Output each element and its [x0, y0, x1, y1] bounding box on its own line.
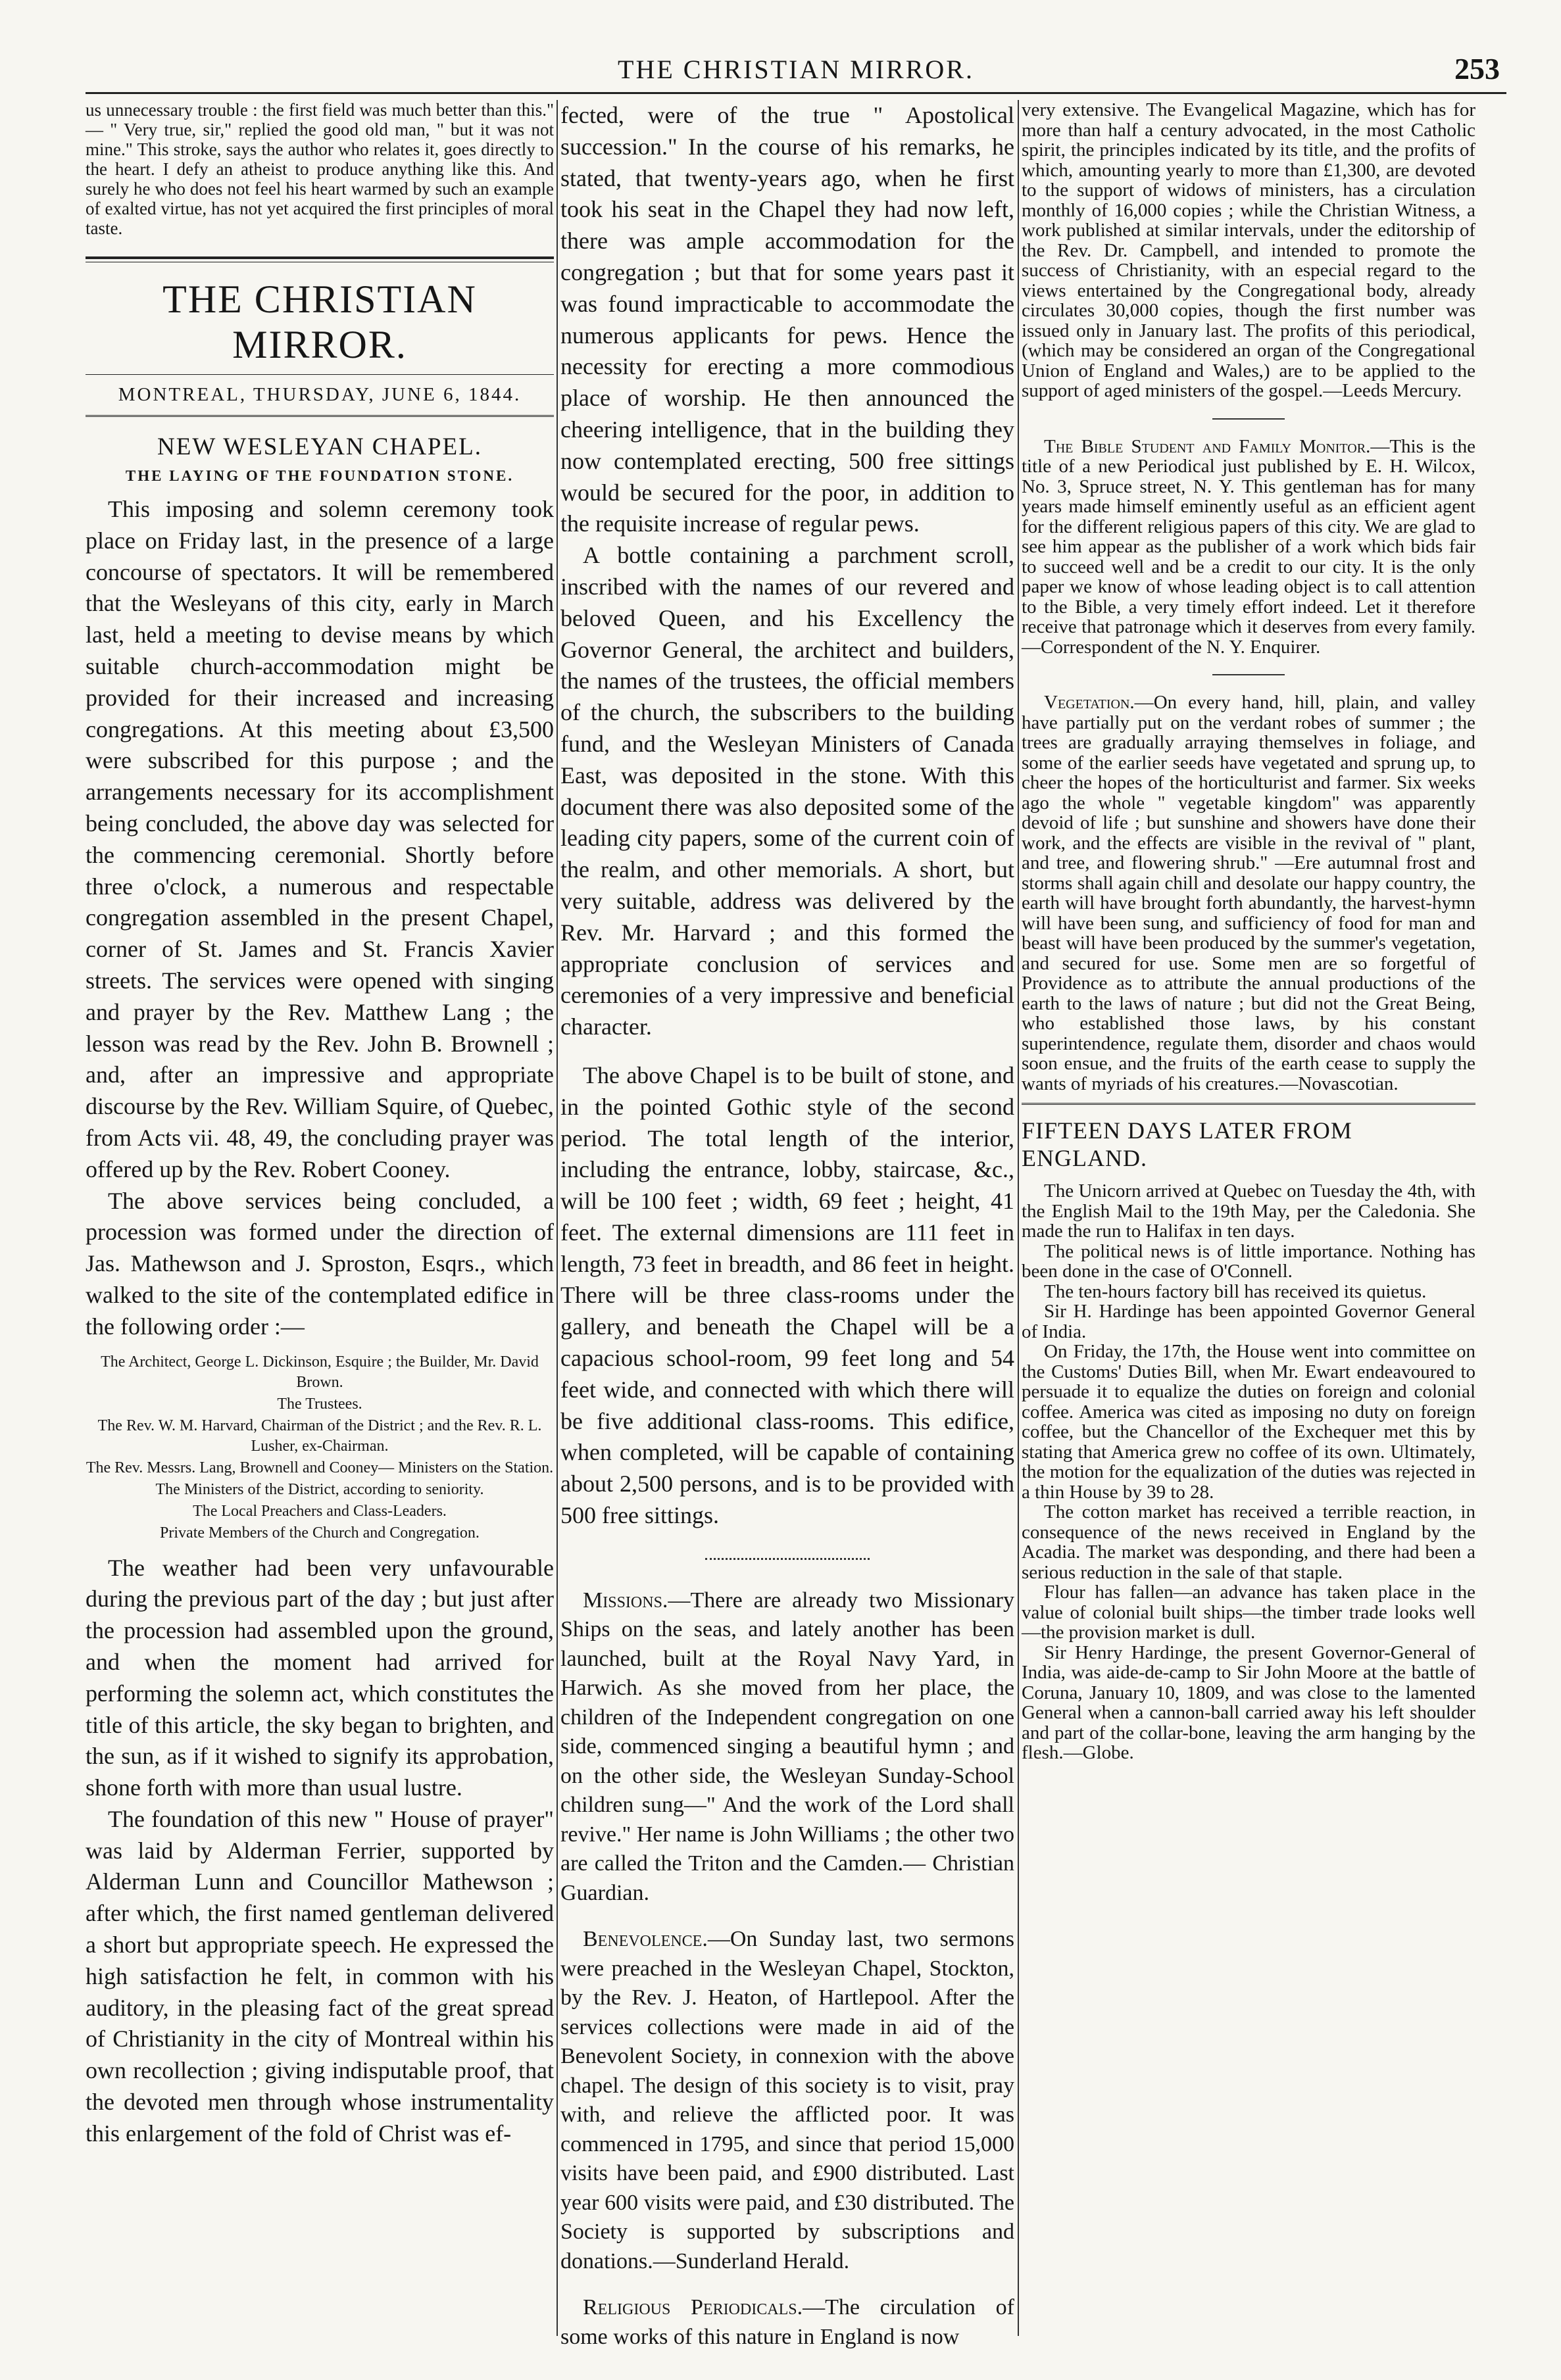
dateline: MONTREAL, THURSDAY, JUNE 6, 1844. — [86, 374, 554, 417]
column-divider — [557, 100, 558, 2336]
column-2 — [560, 100, 1014, 2349]
article-paragraph: This imposing and solemn ceremony took place on Friday last, in the presence of a large concourse of spectators. It will be remembered that the Wesleyans of this city, early in March last, held a meeting to devise means by which suitable church-accommodation might be provided for their increased and increasing congregations. At this meeting about £3,500 were subscribed for this purpose ; and the arrangements necessary for its accomplishment being concluded, the above day was selected for the commencing ceremonial. Shortly before three o'clock, a numerous and respectable congregation assembled in the present Chapel, corner of St. James and St. Francis Xavier streets. The services were opened with singing and prayer by the Rev. Matthew Lang ; the lesson was read by the Rev. John B. Brownell ; and, after an impressive and appropriate discourse by the Rev. William Squire, of Quebec, from Acts vii. 48, 49, the concluding prayer was offered up by the Rev. Robert Cooney. — [86, 496, 554, 1182]
religious-periodicals-item — [560, 2293, 1014, 2352]
column-divider — [1018, 100, 1019, 2336]
missions-text: There are already two Missionary Ships on the seas, and lately another has been launched, built at the Royal Navy Yard, in Harwich. As she moved from her place, the children of the Independent congregation on one side, commenced singing a beautiful hymn ; and on the other side, the Wesleyan Sunday-School children sung—" And the work of the Lord shall revive." Her name is John Williams ; the other two are called the Triton and the Camden.— Christian Guardian. — [560, 1588, 1014, 1905]
prev-article-text: us unnecessary trouble : the first field was much better than this." — " Very true, sir," replied the good old man, " but it was not mine." This stroke, says the author who relates it, goes directly to the heart. I defy an atheist to produce anything like this. And surely he who does not feel his heart warmed by such an example of exalted virtue, has not yet acquired the first principles of moral taste. — [86, 100, 554, 238]
section-divider — [705, 1558, 870, 1560]
procession-item: The Ministers of the District, according to seniority. — [155, 1480, 484, 1498]
vegetation-item — [1022, 692, 1475, 1094]
article-subhead: THE LAYING OF THE FOUNDATION STONE. — [125, 468, 514, 484]
article-headline: NEW WESLEYAN CHAPEL. — [157, 433, 482, 460]
procession-item: The Rev. W. M. Harvard, Chairman of the District ; and the Rev. R. L. Lusher, ex-Chairman. — [97, 1417, 542, 1455]
vegetation-lead: Vegetation.— — [1044, 692, 1154, 713]
article-paragraph: very extensive. The Evangelical Magazine, which has for more than half a century advocated, in the most Catholic spirit, the principles indicated by its title, and the profits of which, amounting yearly to more than £1,300, are devoted to the support of widows of ministers, has a circulation monthly of 16,000 copies ; while the Christian Witness, a work published at similar intervals, under the editorship of the Rev. Dr. Campbell, and intended to promote the success of Christianity, with an especial regard to the views entertained by the Congregational body, already circulates 30,000 copies, though the first number was issued only in January last. The profits of this periodical, (which may be considered an organ of the Congregational Union of England and Wales,) are to be applied to the support of aged ministers of the gospel.—Leeds Mercury. — [1022, 99, 1475, 401]
procession-item: The Architect, George L. Dickinson, Esquire ; the Builder, Mr. David Brown. — [101, 1353, 539, 1391]
spacer — [560, 1043, 1014, 1060]
bible-student-lead: The Bible Student and Family Monitor. — [1044, 435, 1371, 457]
spacer — [560, 2276, 1014, 2293]
article-paragraph: The above Chapel is to be built of stone, and in the pointed Gothic style of the second period. The total length of the interior, including the entrance, lobby, staircase, &c., will be 100 feet ; width, 69 feet ; height, 41 feet. The external dimensions are 111 feet in length, 73 feet in breadth, and 86 feet in height. There will be three class-rooms under the gallery, and beneath the Chapel will be a capacious school-room, 99 feet long and 54 feet wide, and connected with which there will be five additional class-rooms. This edifice, when completed, will be capable of containing about 2,500 persons, and is to be provided with 500 free sittings. — [560, 1061, 1014, 1529]
benevolence-lead: Benevolence.— — [583, 1927, 730, 1952]
news-paragraph: On Friday, the 17th, the House went into committee on the Customs' Duties Bill, when Mr. Ewart endeavoured to persuade it to equalize the duties on foreign and colonial coffee. America was cited as imposing no duty on foreign coffee, but the Chancellor of the Exchequer met this by stating that America grew no coffee of its own. Ultimately, the motion for the equalization of the duties was rejected in a thin House by 39 to 28. — [1022, 1341, 1475, 1503]
news-paragraph: Flour has fallen—an advance has taken place in the value of colonial built ships—the timber trade looks well—the provision market is dull. — [1022, 1582, 1475, 1643]
procession-item: The Local Preachers and Class-Leaders. — [193, 1502, 447, 1520]
procession-item: Private Members of the Church and Congregation. — [160, 1524, 480, 1542]
article-paragraph: The above services being concluded, a procession was formed under the direction of Jas. Mathewson and J. Sproston, Esqrs., which walked to the site of the contemplated edifice in the following order :— — [86, 1187, 554, 1340]
running-head — [92, 51, 1500, 91]
news-paragraph: The political news is of little importance. Nothing has been done in the case of O'Connell. — [1022, 1240, 1475, 1282]
column-3 — [1022, 100, 1475, 2336]
article-paragraph: fected, were of the true " Apostolical succession." In the course of his remarks, he stated, that twenty-years ago, when he first took his seat in the Chapel they had now left, there was ample accommodation for the congregation ; but that for some years past it was found impracticable to accommodate the numerous applicants for pews. Hence the necessity for erecting a more commodious place of worship. He then announced the cheering intelligence, that in the building they now contemplated erecting, 500 free sittings would be secured for the poor, in addition to the requisite increase of regular pews. — [560, 102, 1014, 537]
section-divider — [1212, 418, 1285, 420]
religious-lead: Religious Periodicals.— — [583, 2295, 826, 2320]
section-divider — [1212, 674, 1285, 675]
procession-list — [86, 1352, 554, 1543]
header-rule — [86, 92, 1506, 94]
missions-item — [560, 1586, 1014, 1908]
article-paragraph: A bottle containing a parchment scroll, inscribed with the names of our revered and beloved Queen, and his Excellency the Governor General, the architect and builders, the names of the trustees, the official members of the church, the subscribers to the building fund, and the Wesleyan Ministers of Canada East, was deposited in the stone. With this document there was also deposited some of the leading city papers, some of the current coin of the realm, and other memorials. A short, but very suitable, address was delivered by the Rev. Mr. Harvard ; and this formed the appropriate conclusion of services and ceremonies of a very impressive and beneficial character. — [560, 542, 1014, 1040]
benevolence-text: On Sunday last, two sermons were preached in the Wesleyan Chapel, Stockton, by the Rev. J. Heaton, of Hartlepool. After the services collections were made in aid of the Benevolent Society, in connexion with the above chapel. The design of this society is to visit, pray with, and relieve the afflicted poor. It was commenced in 1795, and since that period 15,000 visits have been paid, and £900 distributed. Last year 600 visits were paid, and £30 distributed. The Society is supported by subscriptions and donations.—Sunderland Herald. — [560, 1927, 1014, 2273]
vegetation-text: On every hand, hill, plain, and valley have partially put on the verdant robes of summer ; the trees are gradually arraying themselves in foliage, and some of the earlier seeds have vegetated and sprung up, to cheer the hopes of the horticulturist and farmer. Six weeks ago the whole " vegetable kingdom" was apparently devoid of life ; but sunshine and showers have done their work, and the effects are visible in the revival of " plant, and tree, and flowering shrub." —Ere autumnal frost and storms shall again chill and desolate our happy country, the earth will have brought forth abundantly, the harvest-hymn will have been sung, and sufficiency of food for man and beast will have been produced by the summer's vegetation, and secured for use. Some men are so forgetful of Providence as to attribute the annual productions of the earth to the laws of nature ; but did not the Great Being, who established those laws, by his constant superintendence, regulate them, disorder and chaos would soon ensue, and the fruits of the earth cease to supply the wants of myriads of his creatures.—Novascotian. — [1022, 692, 1475, 1094]
running-title: THE CHRISTIAN MIRROR. — [618, 55, 974, 84]
article-paragraph: The foundation of this new " House of prayer" was laid by Alderman Ferrier, supported by Alderman Lunn and Councillor Mathewson ; after which, the first named gentleman delivered a short but appropriate speech. He expressed the high satisfaction he felt, in common with his auditory, in the pleasing fact of the great spread of Christianity in the city of Montreal within his own recollection ; giving indisputable proof, that the devoted men through whose instrumentality this enlargement of the fold of Christ was ef- — [86, 1805, 554, 2147]
missions-lead: Missions.— — [583, 1588, 691, 1613]
benevolence-item — [560, 1925, 1014, 2276]
page-number: 253 — [1454, 52, 1500, 85]
news-paragraph: The ten-hours factory bill has received its quietus. — [1044, 1280, 1427, 1302]
article-paragraph: The weather had been very unfavourable during the previous part of the day ; but just after the procession had assembled upon the ground, and when the moment had arrived for performing the solemn act, which constitutes the title of this article, the sky began to brighten, and the sun, as if it wished to signify its approbation, shone forth with more than usual lustre. — [86, 1554, 554, 1801]
section-headline: FIFTEEN DAYS LATER FROM ENGLAND. — [1022, 1103, 1475, 1172]
bible-student-text: —This is the title of a new Periodical just published by E. H. Wilcox, No. 3, Spruce street, N. Y. This gentleman has for many years made himself eminently useful as an efficient agent for the different religious papers of this city. We are glad to see him appear as the publisher of a work which bids fair to succeed well and be a credit to our city. It is the only paper we know of whose leading object is to call attention to the Bible, a very timely effort indeed. Let it therefore receive that patronage which it deserves from every family.—Correspondent of the N. Y. Enquirer. — [1022, 435, 1475, 658]
masthead-rule — [86, 256, 554, 259]
news-paragraph: The cotton market has received a terrible reaction, in consequence of the news received in England by the Acadia. The market was desponding, and there had been a serious reduction in the sale of that staple. — [1022, 1501, 1475, 1583]
religious-text: The circulation of some works of this nature in England is now — [560, 2295, 1014, 2349]
bible-student-item — [1022, 437, 1475, 658]
procession-item: The Trustees. — [277, 1395, 362, 1413]
news-paragraph: The Unicorn arrived at Quebec on Tuesday the 4th, with the English Mail to the 19th May, per the Caledonia. She made the run to Halifax in ten days. — [1022, 1180, 1475, 1242]
spacer — [560, 1908, 1014, 1925]
column-1 — [86, 100, 554, 2336]
procession-item: The Rev. Messrs. Lang, Brownell and Cooney— Ministers on the Station. — [86, 1459, 554, 1476]
news-paragraph: Sir H. Hardinge has been appointed Governor General of India. — [1022, 1301, 1475, 1342]
masthead: THE CHRISTIAN MIRROR. — [162, 278, 477, 366]
news-paragraph: Sir Henry Hardinge, the present Governor-General of India, was aide-de-camp to Sir John Moore at the battle of Coruna, January 10, 1809, and was close to the lamented General when a cannon-ball carried away his left shoulder and part of the collar-bone, leaving the arm hanging by the flesh.—Globe. — [1022, 1641, 1475, 1763]
